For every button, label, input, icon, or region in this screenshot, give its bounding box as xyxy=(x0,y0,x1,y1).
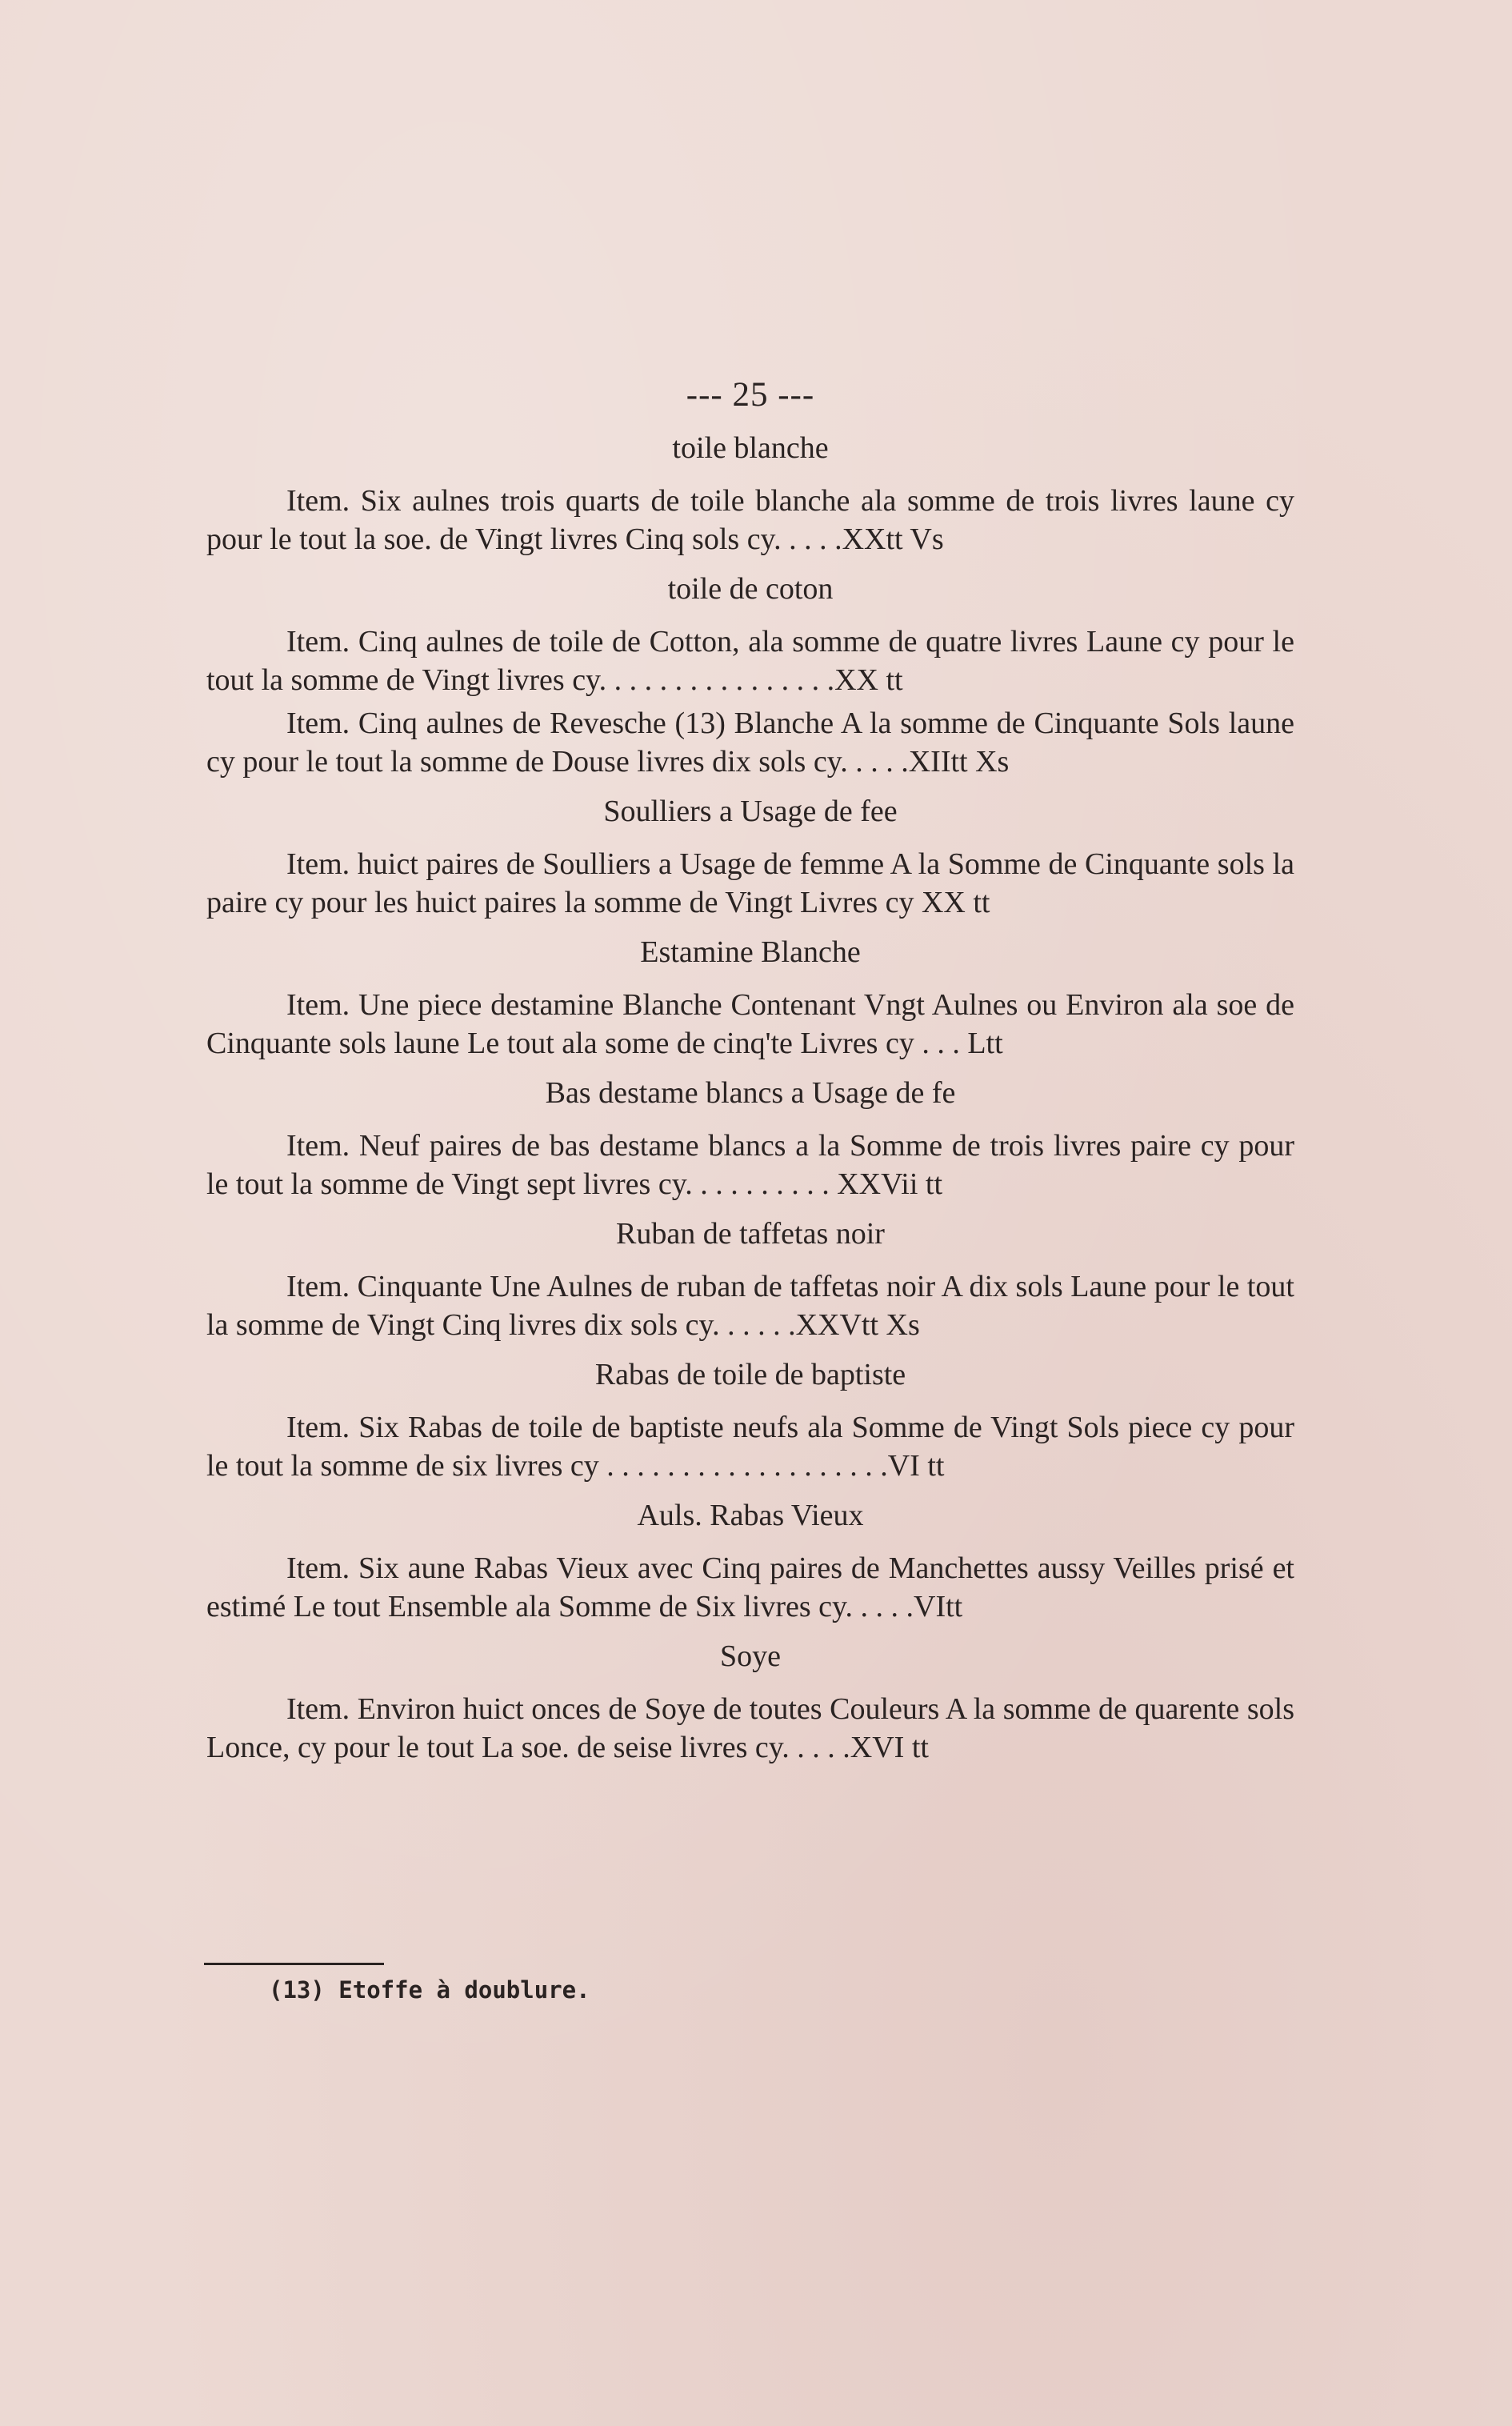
section-heading: Bas destame blancs a Usage de fe xyxy=(545,1076,956,1110)
text-body xyxy=(206,376,1294,1771)
footnote-divider xyxy=(204,1963,384,1965)
footnote: (13) Etoffe à doublure. xyxy=(269,1976,590,2004)
inventory-entry: Item. Cinquante Une Aulnes de ruban de taffetas noir A dix sols Laune pour le tout la somme de Vingt Cinq livres dix sols cy. . . . . .XXVtt Xs xyxy=(206,1270,1294,1342)
inventory-entry: Item. Six aune Rabas Vieux avec Cinq paires de Manchettes aussy Veilles prisé et estimé Le tout Ensemble ala Somme de Six livres cy. . . . .VItt xyxy=(206,1551,1294,1623)
section-heading: Ruban de taffetas noir xyxy=(616,1217,885,1251)
inventory-entry: Item. Neuf paires de bas destame blancs a la Somme de trois livres paire cy pour le tout la somme de Vingt sept livres cy. . . . . . . . . . XXVii tt xyxy=(206,1129,1294,1201)
section-heading: Auls. Rabas Vieux xyxy=(637,1499,864,1532)
section-heading: toile de coton xyxy=(667,572,834,606)
inventory-entry: Item. Une piece destamine Blanche Contenant Vngt Aulnes ou Environ ala soe de Cinquante sols laune Le tout ala some de cinq'te Livres cy . . . Ltt xyxy=(206,988,1294,1060)
inventory-entry: Item. Environ huict onces de Soye de toutes Couleurs A la somme de quarente sols Lonce, cy pour le tout La soe. de seise livres cy. . . . .XVI tt xyxy=(206,1692,1294,1764)
section-heading: Estamine Blanche xyxy=(640,935,861,969)
inventory-entry: Item. Six Rabas de toile de baptiste neufs ala Somme de Vingt Sols piece cy pour le tout la somme de six livres cy . . . . . . . . . . . . . . . . . . .VI tt xyxy=(206,1411,1294,1483)
inventory-entry: Item. Cinq aulnes de Revesche (13) Blanche A la somme de Cinquante Sols laune cy pour le tout la somme de Douse livres dix sols cy. . . . .XIItt Xs xyxy=(206,707,1294,779)
inventory-entry: Item. Cinq aulnes de toile de Cotton, ala somme de quatre livres Laune cy pour le tout la somme de Vingt livres cy. . . . . . . . . . . . . . . .XX tt xyxy=(206,625,1294,697)
section-heading: Soulliers a Usage de fee xyxy=(603,795,898,828)
inventory-entry: Item. huict paires de Soulliers a Usage de femme A la Somme de Cinquante sols la paire cy pour les huict paires la somme de Vingt Livres cy XX tt xyxy=(206,847,1294,919)
page-number: --- 25 --- xyxy=(686,376,815,414)
section-heading: Soye xyxy=(720,1639,781,1673)
inventory-entry: Item. Six aulnes trois quarts de toile blanche ala somme de trois livres laune cy pour le tout la soe. de Vingt livres Cinq sols cy. . . . .XXtt Vs xyxy=(206,484,1294,556)
section-heading: toile blanche xyxy=(672,431,829,465)
section-heading: Rabas de toile de baptiste xyxy=(594,1358,906,1391)
